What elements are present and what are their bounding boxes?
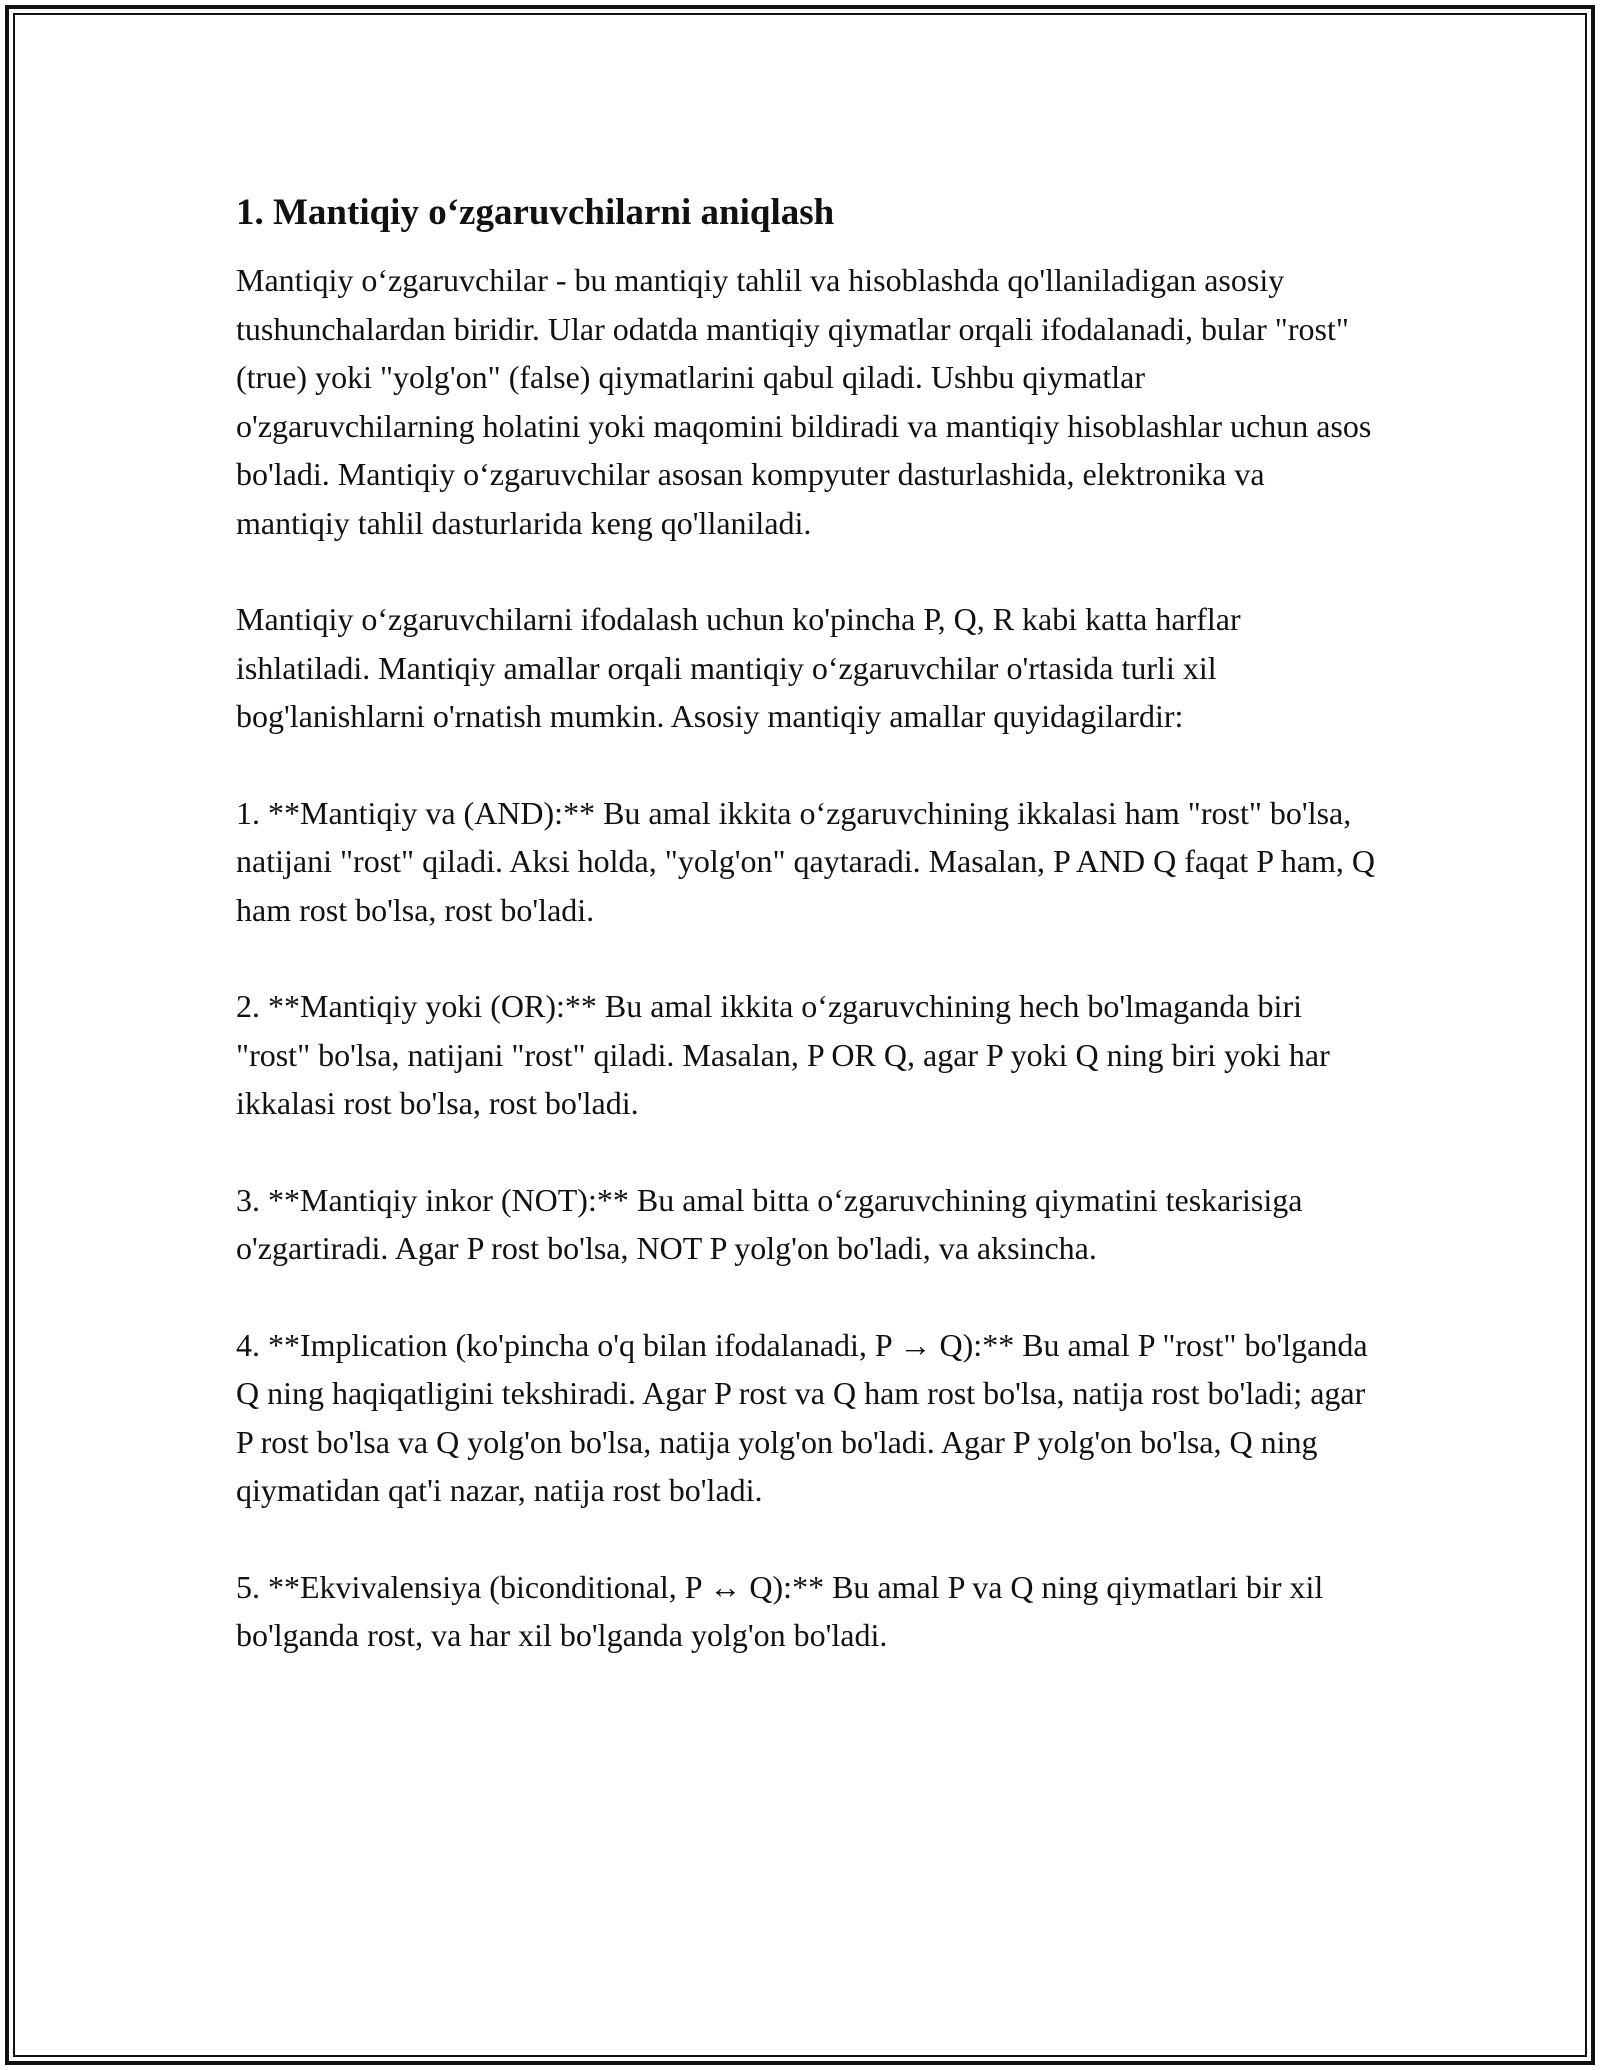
paragraph-intro: Mantiqiy o‘zgaruvchilar - bu mantiqiy tahlil va hisoblashda qo'llaniladigan asosiy tushunchalardan biridir. Ular odatda mantiqiy qiymatlar orqali ifodalanadi, bular "rost" (true) yoki "yolg'on" (false) qiymatlarini qabul qiladi. Ushbu qiymatlar o'zgaruvchilarning holatini yoki maqomini bildiradi va mantiqiy hisoblashlar uchun asos bo'ladi. Mantiqiy o‘zgaruvchilar asosan kompyuter dasturlashida, elektronika va mantiqiy tahlil dasturlarida keng qo'llaniladi. [236,262,1372,541]
section-heading: 1. Mantiqiy o‘zgaruvchilarni aniqlash [236,192,835,233]
paragraph-not-operation: 3. **Mantiqiy inkor (NOT):** Bu amal bitta o‘zgaruvchining qiymatini teskarisiga o'zgartiradi. Agar P rost bo'lsa, NOT P yolg'on bo'ladi, va aksincha. [236,1181,1303,1266]
paragraph-implication: 4. **Implication (ko'pincha o'q bilan ifodalanadi, P → Q):** Bu amal P "rost" bo'lganda Q ning haqiqatligini tekshiradi. Agar P rost va Q ham rost bo'lsa, natija rost bo'ladi; agar P rost bo'lsa va Q yolg'on bo'lsa, natija yolg'on bo'ladi. Agar P yolg'on bo'lsa, Q ning qiymatidan qat'i nazar, natija rost bo'ladi. [236,1326,1368,1508]
paragraph-equivalence: 5. **Ekvivalensiya (biconditional, P ↔ Q):** Bu amal P va Q ning qiymatlari bir xil bo'lganda rost, va har xil bo'lganda yolg'on bo'ladi. [236,1568,1324,1653]
paragraph-notation: Mantiqiy o‘zgaruvchilarni ifodalash uchun ko'pincha P, Q, R kabi katta harflar ishlatiladi. Mantiqiy amallar orqali mantiqiy o‘zgaruvchilar o'rtasida turli xil bog'lanishlarni o'rnatish mumkin. Asosiy mantiqiy amallar quyidagilardir: [236,601,1241,734]
document-body [236,188,1376,1708]
paragraph-and-operation: 1. **Mantiqiy va (AND):** Bu amal ikkita o‘zgaruvchining ikkalasi ham "rost" bo'lsa, natijani "rost" qiladi. Aksi holda, "yolg'on" qaytaradi. Masalan, P AND Q faqat P ham, Q ham rost bo'lsa, rost bo'ladi. [236,794,1376,928]
paragraph-or-operation: 2. **Mantiqiy yoki (OR):** Bu amal ikkita o‘zgaruvchining hech bo'lmaganda biri "rost" bo'lsa, natijani "rost" qiladi. Masalan, P OR Q, agar P yoki Q ning biri yoki har ikkalasi rost bo'lsa, rost bo'ladi. [236,988,1330,1121]
